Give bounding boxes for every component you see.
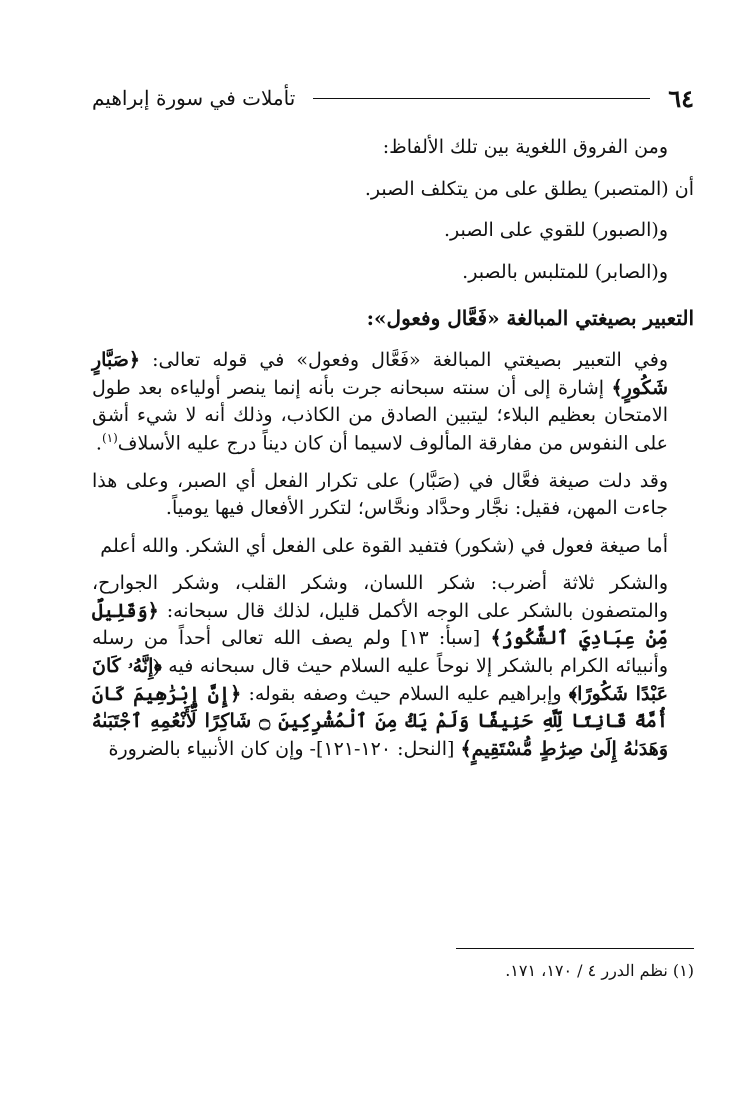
header-rule <box>313 98 650 99</box>
page-body <box>92 134 694 773</box>
page-number: ٦٤ <box>668 83 694 113</box>
quran-verse: ﴿إِنَّهُۥ كَانَ عَبْدًا شَكُورًا﴾ <box>92 654 668 705</box>
paragraph-text: وإبراهيم عليه السلام حيث وصفه بقوله: <box>241 682 569 705</box>
footnote-marker: (١) <box>101 430 118 445</box>
paragraph-text: إشارة إلى أن سنته سبحانه جرت بأنه إنما ينصر أولياءه بعد طول الامتحان بعظيم البلاء؛ ليتبين الصادق من الكاذب، وذلك أنه لا شيء أشق على النفوس من مفارقة المألوف لاسيما أن كان ديناً درج عليه الأسلاف <box>92 376 668 455</box>
paragraph-text: [النحل: ١٢٠-١٢١]- وإن كان الأنبياء بالضرورة <box>108 737 461 760</box>
list-item: و(الصابر) للمتلبس بالصبر. <box>462 260 668 283</box>
page-header <box>92 82 694 114</box>
quran-verse: ﴿صَبَّارٍ شَكُورٍ﴾ <box>92 349 668 399</box>
footnote-rule <box>456 948 694 949</box>
footnote: (١) نظم الدرر ٤ / ١٧٠، ١٧١. <box>505 961 694 980</box>
section-heading: التعبير بصيغتي المبالغة «فَعَّال وفعول»: <box>366 306 694 331</box>
paragraph-3: أما صيغة فعول في (شكور) فتفيد القوة على الفعل أي الشكر. والله أعلم <box>100 534 668 557</box>
quran-verse: ﴿إِنَّ إِبْرَٰهِيمَ كَانَ أُمَّةً قَانِتًا لِّلَّهِ حَنِيفًا وَلَمْ يَكُ مِنَ ٱلْمُشْرِكِينَ ۝ شَاكِرًا لِّأَنْعُمِهِ ٱجْتَبَىٰهُ وَهَدَىٰهُ إِلَىٰ صِرَٰطٍ مُّسْتَقِيمٍ﴾ <box>92 682 668 760</box>
paragraph-1 <box>92 347 694 458</box>
paragraph-4 <box>92 570 694 763</box>
running-title: تأملات في سورة إبراهيم <box>92 86 296 110</box>
list-item: و(الصبور) للقوي على الصبر. <box>443 219 668 242</box>
intro-line: ومن الفروق اللغوية بين تلك الألفاظ: <box>382 136 668 158</box>
paragraph-2: وقد دلت صيغة فعَّال في (صَبَّار) على تكرار الفعل أي الصبر، وعلى هذا جاءت المهن، فقيل: نجَّار وحدَّاد ونحَّاس؛ لتكرر الأفعال فيها يومياً. <box>92 469 668 520</box>
paragraph-text: والشكر ثلاثة أضرب: شكر اللسان، وشكر القلب، وشكر الجوارح، والمتصفون بالشكر على الوجه الأكمل قليل، لذلك قال سبحانه: <box>92 572 668 622</box>
paragraph-text: [سبأ: ١٣] ولم يصف الله تعالى أحداً من رسله وأنبيائه الكرام بالشكر إلا نوحاً عليه السلام حيث قال سبحانه فيه <box>92 627 668 677</box>
quran-verse: ﴿وَقَلِيلٌ مِّنْ عِبَادِيَ ٱلشَّكُورُ﴾ <box>92 599 668 650</box>
paragraph-text: . <box>95 432 102 455</box>
paragraph-text: وفي التعبير بصيغتي المبالغة «فَعَّال وفعول» في قوله تعالى: <box>139 349 668 372</box>
list-item: أن (المتصبر) يطلق على من يتكلف الصبر. <box>364 177 694 200</box>
